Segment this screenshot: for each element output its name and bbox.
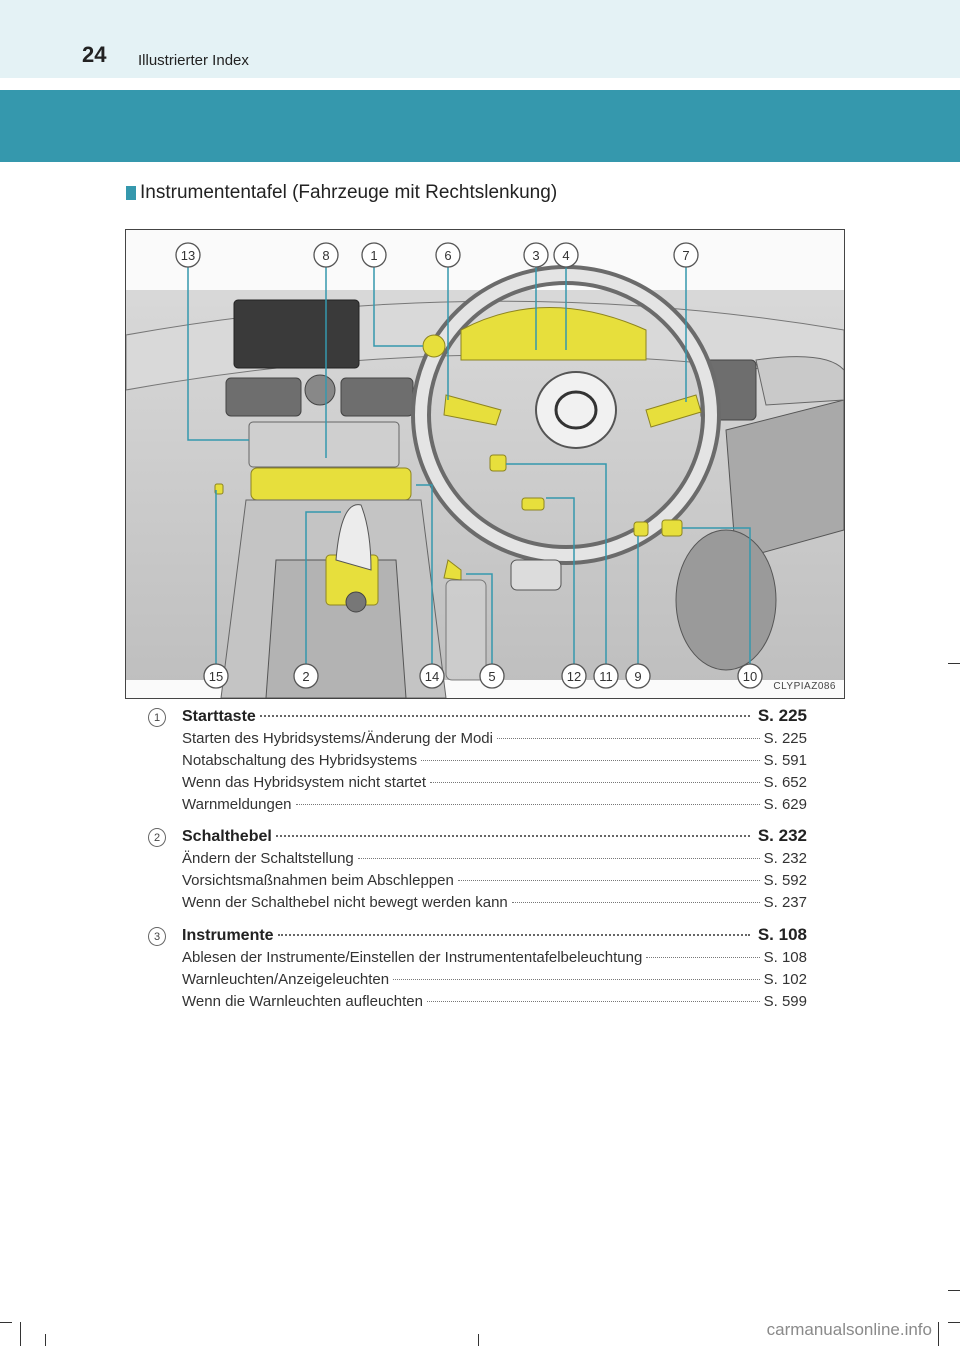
sub-entry-page-ref[interactable]: S. 108 [763, 949, 807, 966]
callout-9 [626, 664, 650, 688]
page-number: 24 [82, 42, 107, 67]
index-entry-3 [148, 925, 808, 1015]
callout-3 [524, 243, 548, 267]
leader-dots [512, 902, 760, 903]
leader-dots [458, 880, 760, 881]
sub-entry [182, 993, 807, 1010]
callout-6 [436, 243, 460, 267]
svg-text:5: 5 [488, 669, 496, 684]
crop-mark [938, 1322, 939, 1346]
entry-title-row [182, 925, 807, 945]
sub-entry-text: Wenn das Hybridsystem nicht startet [182, 774, 426, 791]
dashboard-drawing [126, 230, 844, 698]
sub-entry-text: Wenn der Schalthebel nicht bewegt werden kann [182, 894, 508, 911]
callout-8 [314, 243, 338, 267]
dashboard-illustration [125, 229, 845, 699]
svg-text:7: 7 [682, 248, 690, 263]
leader-dots [427, 1001, 760, 1002]
sub-entry-page-ref[interactable]: S. 629 [763, 796, 807, 813]
svg-text:11: 11 [599, 669, 613, 684]
right-vent [341, 378, 413, 416]
center-display [234, 300, 359, 368]
entry-title-row [182, 826, 807, 846]
switch-9-highlight [634, 522, 648, 536]
sub-entry-page-ref[interactable]: S. 591 [763, 752, 807, 769]
leader-dots [276, 835, 750, 837]
entry-page-ref[interactable]: S. 108 [757, 925, 807, 944]
leader-dots [497, 738, 760, 739]
entry-page-ref[interactable]: S. 225 [757, 706, 807, 725]
leader-dots [430, 782, 760, 783]
callout-7 [674, 243, 698, 267]
sub-entry [182, 894, 807, 911]
sub-entry [182, 752, 807, 769]
leader-dots [296, 804, 760, 805]
entry-number-badge: 1 [148, 708, 166, 727]
svg-text:6: 6 [444, 248, 452, 263]
leader-dots [260, 715, 750, 717]
callout-5 [480, 664, 504, 688]
callout-14 [420, 664, 444, 688]
analog-clock [305, 375, 335, 405]
climate-panel [249, 422, 399, 467]
callout-11 [594, 664, 618, 688]
callout-12 [562, 664, 586, 688]
index-entry-2 [148, 826, 808, 916]
audio-panel-highlight [251, 468, 411, 500]
index-entry-1 [148, 706, 808, 818]
entry-page-ref[interactable]: S. 232 [757, 826, 807, 845]
switch-12-highlight [522, 498, 544, 510]
svg-text:13: 13 [180, 248, 196, 263]
crop-mark [45, 1334, 46, 1346]
entry-title-row [182, 706, 807, 726]
svg-text:8: 8 [322, 248, 330, 263]
svg-text:14: 14 [424, 669, 440, 684]
crop-mark [948, 663, 960, 664]
callout-10 [738, 664, 762, 688]
section-marker-icon [126, 186, 136, 200]
crop-mark [20, 1322, 21, 1346]
sub-entry-text: Warnmeldungen [182, 796, 292, 813]
sub-entry-page-ref[interactable]: S. 652 [763, 774, 807, 791]
svg-text:2: 2 [302, 669, 310, 684]
sub-entry-text: Vorsichtsmaßnahmen beim Abschleppen [182, 872, 454, 889]
switch-10-highlight [662, 520, 682, 536]
sub-entry [182, 850, 807, 867]
sub-entry-text: Warnleuchten/Anzeigeleuchten [182, 971, 390, 988]
sub-entry [182, 949, 807, 966]
sub-entry-text: Ändern der Schaltstellung [182, 850, 354, 867]
sub-entry-text: Ablesen der Instrumente/Einstellen der Instrumententafelbeleuchtung [182, 949, 643, 966]
section-heading [126, 182, 557, 204]
leader-dots [421, 760, 760, 761]
chapter-title: Illustrierter Index [138, 52, 249, 69]
crop-mark [478, 1334, 479, 1346]
sub-entry-text: Wenn die Warnleuchten aufleuchten [182, 993, 423, 1010]
sub-entry-page-ref[interactable]: S. 102 [763, 971, 807, 988]
floor-mat [446, 580, 486, 680]
section-title: Instrumententafel (Fahrzeuge mit Rechtslenkung) [140, 182, 558, 203]
entry-number-badge: 3 [148, 927, 166, 946]
entry-number-badge: 2 [148, 828, 166, 847]
svg-text:4: 4 [562, 248, 570, 263]
console-knob [346, 592, 366, 612]
sub-entry-page-ref[interactable]: S. 232 [763, 850, 807, 867]
sub-entry [182, 872, 807, 889]
image-code: CLYPIAZ086 [773, 681, 836, 692]
entry-title: Instrumente [182, 927, 274, 944]
sub-entry-text: Notabschaltung des Hybridsystems [182, 752, 418, 769]
sub-entry-page-ref[interactable]: S. 592 [763, 872, 807, 889]
svg-text:10: 10 [742, 669, 758, 684]
brake-pedal [511, 560, 561, 590]
header-accent-band [0, 90, 960, 162]
sub-entry [182, 796, 807, 813]
sub-entry-page-ref[interactable]: S. 237 [763, 894, 807, 911]
sub-entry [182, 774, 807, 791]
entry-title: Schalthebel [182, 828, 272, 845]
crop-mark [948, 1290, 960, 1291]
callout-4 [554, 243, 578, 267]
footer-watermark[interactable]: carmanualsonline.info [766, 1320, 932, 1339]
sub-entry-text: Starten des Hybridsystems/Änderung der Modi [182, 730, 493, 747]
start-button-highlight [423, 335, 445, 357]
left-vent [226, 378, 301, 416]
crop-mark [948, 1322, 960, 1323]
leader-dots [358, 858, 760, 859]
sub-entry [182, 971, 807, 988]
switch-11-highlight [490, 455, 506, 471]
leader-dots [278, 934, 750, 936]
sub-entry-page-ref[interactable]: S. 599 [763, 993, 807, 1010]
svg-text:12: 12 [566, 669, 582, 684]
sub-entry [182, 730, 807, 747]
crop-mark [0, 1322, 12, 1323]
callout-2 [294, 664, 318, 688]
callout-13 [176, 243, 200, 267]
svg-text:15: 15 [208, 669, 224, 684]
door-handle [756, 357, 844, 405]
leader-dots [393, 979, 760, 980]
sub-entry-page-ref[interactable]: S. 225 [763, 730, 807, 747]
callout-15 [204, 664, 228, 688]
svg-text:9: 9 [634, 669, 642, 684]
door-speaker [676, 530, 776, 670]
steering-hub [536, 372, 616, 448]
svg-text:3: 3 [532, 248, 540, 263]
entry-title: Starttaste [182, 708, 256, 725]
leader-dots [646, 957, 759, 958]
svg-text:1: 1 [370, 248, 378, 263]
callout-1 [362, 243, 386, 267]
